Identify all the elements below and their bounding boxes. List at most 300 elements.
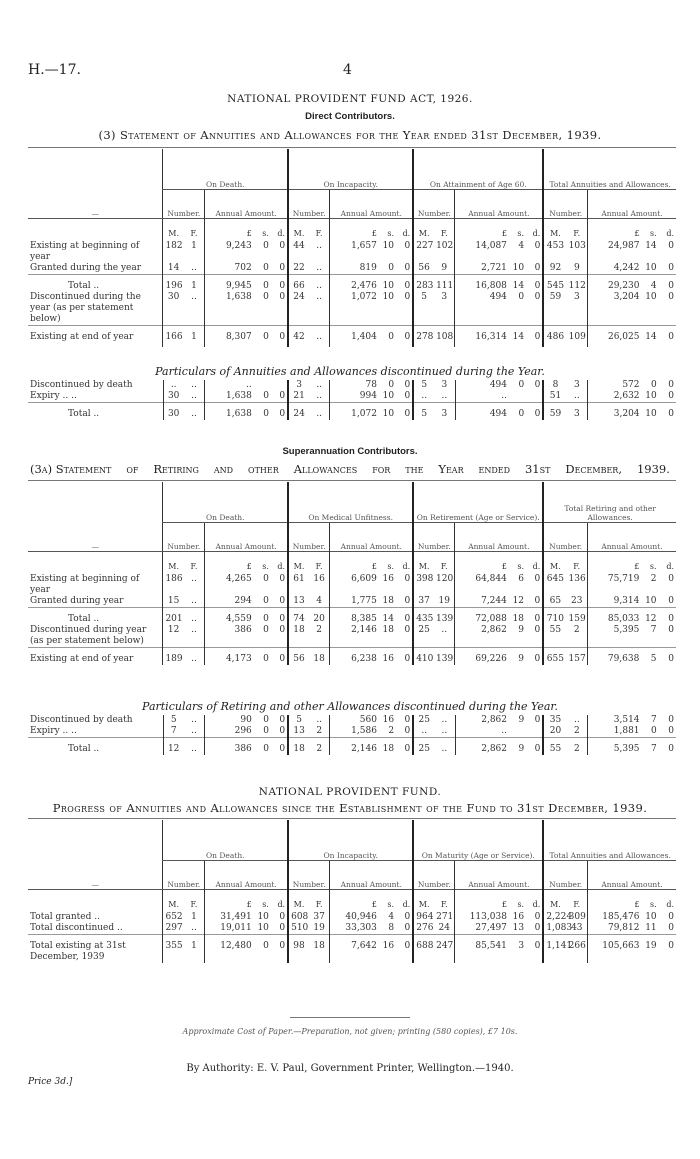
- table-cell: 18: [288, 625, 309, 648]
- table-cell: 0: [263, 292, 269, 302]
- table-cell: 398: [413, 572, 434, 596]
- table-cell: 14: [509, 326, 526, 344]
- table-cell: 964: [413, 910, 434, 923]
- table-cell: 108: [434, 326, 455, 344]
- table-cell: 3,514: [588, 715, 642, 726]
- page-reference: H.—17.: [28, 62, 81, 78]
- unit-label: £: [205, 219, 254, 240]
- table-row: [28, 715, 676, 726]
- table-cell: 2,224: [543, 910, 566, 923]
- table-cell: 9,243: [205, 239, 254, 263]
- table-cell: ..: [455, 391, 509, 403]
- table-cell: 0: [263, 715, 269, 725]
- table-cell: 4,559: [205, 608, 254, 626]
- table-cell: 0: [279, 715, 286, 725]
- table-cell: 3: [567, 403, 588, 421]
- table-cell: 0: [650, 726, 657, 736]
- table-cell: 20: [309, 608, 330, 626]
- group-header: On Attainment of Age 60.: [413, 149, 543, 190]
- table-cell: 0: [668, 391, 674, 401]
- table-cell: 355: [163, 935, 184, 964]
- table-cell: 0: [534, 625, 541, 635]
- unit-label: £: [587, 552, 641, 573]
- table-cell: 0: [534, 380, 541, 390]
- table-row: [28, 648, 676, 666]
- table-cell: 6: [518, 574, 525, 584]
- table-cell: 2,862: [455, 715, 509, 726]
- unit-label: F.: [434, 890, 455, 911]
- table-cell: 2,476: [330, 275, 379, 293]
- table-cell: 15: [163, 596, 184, 608]
- table-cell: 9: [518, 715, 525, 725]
- table-cell: 0: [526, 648, 543, 666]
- table-cell: 5,395: [588, 738, 642, 756]
- table-cell: 103: [568, 241, 586, 251]
- table-cell: 0: [263, 391, 269, 401]
- table-cell: 494: [455, 380, 509, 391]
- row-label: Total ..: [28, 275, 163, 293]
- amount-header: Annual Amount.: [205, 861, 288, 890]
- unit-label: M.: [163, 552, 184, 573]
- table-cell: 7: [163, 726, 184, 738]
- table-cell: 0: [404, 574, 411, 584]
- unit-label: d.: [659, 890, 676, 911]
- table-cell: 1,638: [205, 391, 254, 403]
- table-cell: 309: [568, 912, 586, 922]
- table-cell: 11: [645, 923, 657, 933]
- number-header: Number.: [543, 523, 587, 552]
- particulars-heading-2: Particulars of Retiring and other Allowances discontinued during the Year.: [142, 700, 558, 713]
- table-cell: 37: [413, 596, 434, 608]
- table-cell: ..: [184, 738, 205, 756]
- unit-label: F.: [434, 552, 455, 573]
- table-cell: 5: [641, 648, 658, 666]
- table-cell: 0: [263, 263, 269, 273]
- table-cell: 655: [543, 648, 566, 666]
- table-cell: 189: [163, 648, 184, 666]
- table-cell: 0: [404, 912, 411, 922]
- amount-header: Annual Amount.: [205, 523, 288, 552]
- row-label: Existing at beginning of year: [30, 574, 140, 595]
- stub-header: —: [28, 149, 163, 219]
- table-cell: 0: [404, 923, 411, 933]
- table-cell: 0: [534, 241, 541, 251]
- table-cell: 0: [659, 608, 676, 626]
- table-cell: 0: [396, 738, 413, 756]
- table-cell: 19: [313, 923, 325, 933]
- row-label: Total granted ..: [30, 912, 100, 922]
- table-cell: 35: [543, 715, 566, 726]
- table-row: [28, 572, 676, 596]
- amount-header: Annual Amount.: [330, 861, 413, 890]
- table-cell: 1,404: [330, 326, 379, 344]
- price-note: Price 3d.]: [28, 1077, 73, 1087]
- table-cell: 0: [388, 263, 395, 273]
- table-cell: 16: [379, 648, 396, 666]
- table-cell: 494: [455, 403, 509, 421]
- table-cell: 5: [163, 715, 184, 726]
- table-cell: 0: [668, 241, 674, 251]
- table-cell: ..: [434, 738, 455, 756]
- table-cell: 37: [313, 912, 325, 922]
- table-cell: 0: [659, 648, 676, 666]
- table-cell: 0: [263, 241, 269, 251]
- unit-label: M.: [413, 552, 434, 573]
- unit-label: M.: [288, 219, 309, 240]
- statement-word: Retiring: [153, 462, 199, 476]
- table-cell: 0: [526, 326, 543, 344]
- table-cell: 3: [434, 403, 455, 421]
- table-cell: 494: [455, 292, 509, 326]
- group-header: On Death.: [163, 820, 288, 861]
- table-cell: 24: [288, 292, 309, 326]
- table-cell: 1,657: [330, 239, 379, 263]
- unit-label: M.: [543, 552, 566, 573]
- table-cell: 10: [382, 292, 395, 302]
- table-cell: 59: [543, 403, 566, 421]
- table-cell: 9,314: [587, 596, 641, 608]
- table-cell: 1: [184, 935, 205, 964]
- table-cell: 4: [316, 596, 322, 606]
- table-cell: 29,230: [587, 275, 641, 293]
- statement-word: and: [213, 462, 234, 476]
- table-cell: 59: [543, 292, 566, 326]
- table-cell: 65: [543, 596, 566, 608]
- amount-header: Annual Amount.: [587, 190, 676, 219]
- table-cell: 6,238: [330, 648, 379, 666]
- table-cell: ..: [191, 574, 197, 584]
- group-header: On Incapacity.: [288, 149, 413, 190]
- table-cell: 0: [526, 608, 543, 626]
- table-cell: 18: [382, 625, 394, 635]
- unit-label: s.: [379, 890, 396, 911]
- table-cell: 0: [279, 292, 286, 302]
- table-cell: 14,087: [455, 239, 509, 263]
- unit-label: £: [330, 890, 379, 911]
- table-cell: 0: [254, 403, 271, 421]
- unit-label: £: [455, 552, 509, 573]
- table-cell: 2: [650, 574, 657, 584]
- table-cell: 12: [163, 625, 184, 648]
- table-cell: 10: [382, 241, 395, 251]
- table-cell: 608: [288, 910, 309, 923]
- table-cell: 18: [509, 608, 526, 626]
- table-cell: 2: [316, 625, 322, 635]
- table-cell: ..: [573, 715, 580, 725]
- table-cell: 5,395: [587, 625, 641, 648]
- cost-of-paper-note: Approximate Cost of Paper.—Preparation, not given; printing (580 copies), £7 10s.: [182, 1027, 518, 1036]
- table-cell: ..: [316, 292, 322, 302]
- table-cell: 13: [288, 596, 309, 608]
- table-cell: 10: [257, 912, 269, 922]
- table-cell: 92: [543, 263, 566, 275]
- table-cell: 0: [534, 596, 541, 606]
- amount-header: Annual Amount.: [455, 523, 543, 552]
- table-cell: 0: [534, 263, 541, 273]
- table-cell: 139: [434, 648, 455, 666]
- table-row: [28, 726, 676, 738]
- table-cell: 55: [543, 625, 566, 648]
- unit-label: d.: [659, 552, 676, 573]
- table-cell: 14: [379, 608, 396, 626]
- table-cell: ..: [191, 380, 197, 390]
- table-cell: 42: [288, 326, 309, 344]
- unit-label: d.: [271, 552, 288, 573]
- table-cell: 2,721: [455, 263, 509, 275]
- amount-header: Annual Amount.: [455, 861, 543, 890]
- table-cell: 24: [288, 403, 309, 421]
- unit-label: d.: [271, 219, 288, 240]
- table-cell: 4,242: [587, 263, 641, 275]
- group-header: On Incapacity.: [288, 820, 413, 861]
- table-cell: 0: [534, 292, 541, 302]
- section2-rule: [28, 480, 676, 481]
- unit-label: £: [455, 219, 509, 240]
- table-cell: 0: [668, 912, 674, 922]
- row-label: Existing at end of year: [28, 648, 163, 666]
- table-cell: 18: [379, 738, 396, 756]
- table-cell: ..: [316, 715, 323, 725]
- table-cell: 12: [163, 738, 184, 756]
- table-cell: 139: [434, 608, 455, 626]
- table-cell: 90: [205, 715, 254, 726]
- unit-label: M.: [288, 890, 309, 911]
- table-cell: 75,719: [587, 572, 641, 596]
- stub-header: —: [28, 482, 163, 552]
- table-cell: 283: [413, 275, 434, 293]
- unit-label: M.: [413, 219, 434, 240]
- table-row: [28, 923, 676, 935]
- table-cell: 74: [288, 608, 309, 626]
- table-cell: 0: [279, 625, 286, 635]
- table-cell: 1: [184, 275, 205, 293]
- table-cell: 14: [509, 275, 526, 293]
- table-cell: 10: [382, 391, 395, 401]
- table-cell: 12: [512, 596, 525, 606]
- table-cell: 0: [518, 292, 525, 302]
- table-cell: ..: [309, 275, 330, 293]
- table-cell: 7,244: [455, 596, 509, 608]
- table-cell: 9: [509, 738, 526, 756]
- table-cell: 10: [645, 596, 657, 606]
- table-cell: 196: [163, 275, 184, 293]
- table-cell: 1,881: [588, 726, 642, 738]
- table-cell: 18: [382, 596, 394, 606]
- group-header: On Maturity (Age or Service).: [413, 820, 543, 861]
- table-cell: 0: [396, 935, 413, 964]
- table-cell: 136: [568, 574, 586, 584]
- amount-header: Annual Amount.: [587, 523, 676, 552]
- table-cell: 27,497: [455, 923, 509, 935]
- table-cell: 2,862: [455, 738, 509, 756]
- table-cell: 0: [650, 380, 657, 390]
- table-cell: 0: [279, 391, 286, 401]
- row-label: Discontinued during year (as per statement below): [30, 625, 147, 646]
- table-cell: 111: [434, 275, 455, 293]
- table-cell: 105,663: [587, 935, 641, 964]
- row-label: Total discontinued ..: [30, 923, 123, 933]
- table-cell: 0: [396, 608, 413, 626]
- unit-label: £: [330, 552, 379, 573]
- table-cell: ..: [191, 263, 197, 273]
- table-cell: 64,844: [455, 572, 509, 596]
- table-cell: 0: [509, 403, 526, 421]
- number-header: Number.: [413, 523, 455, 552]
- table-cell: 0: [279, 726, 286, 736]
- table-cell: 2,146: [330, 625, 379, 648]
- table-cell: [509, 391, 526, 403]
- table-cell: 0: [388, 380, 395, 390]
- row-label: Granted during the year: [30, 263, 142, 273]
- unit-label: s.: [509, 552, 526, 573]
- table-cell: 0: [396, 275, 413, 293]
- table-cell: 819: [330, 263, 379, 275]
- number-header: Number.: [543, 861, 587, 890]
- table-cell: 1: [191, 241, 197, 251]
- table-cell: 0: [271, 403, 288, 421]
- table-cell: ..: [309, 403, 330, 421]
- table-cell: 3: [441, 292, 448, 302]
- progress-statement-title: Progress of Annuities and Allowances since the Establishment of the Fund to 31st December, 1939.: [52, 801, 648, 815]
- table-cell: 78: [330, 380, 379, 391]
- unit-label: s.: [254, 219, 271, 240]
- table-cell: 16: [379, 935, 396, 964]
- table-cell: 0: [279, 912, 286, 922]
- table-cell: 0: [668, 923, 674, 933]
- table-cell: 0: [404, 596, 411, 606]
- table-cell: 688: [413, 935, 434, 964]
- table-cell: 16,314: [455, 326, 509, 344]
- table-cell: 13: [288, 726, 309, 738]
- table-cell: 386: [205, 625, 254, 648]
- table-cell: 19: [641, 935, 658, 964]
- statement-word: December,: [565, 462, 622, 476]
- table-cell: 0: [404, 391, 411, 401]
- table-cell: [271, 380, 288, 391]
- table-cell: 2,146: [330, 738, 379, 756]
- table-cell: ..: [191, 292, 197, 302]
- page-number: 4: [343, 62, 352, 78]
- table-cell: 44: [288, 239, 309, 263]
- statement-word: Year: [438, 462, 464, 476]
- table-cell: 30: [163, 403, 184, 421]
- unit-label: d.: [526, 552, 543, 573]
- table-cell: 0: [659, 738, 676, 756]
- table-cell: 0: [404, 726, 411, 736]
- table-cell: 1: [191, 912, 197, 922]
- footer-rule: [290, 1017, 410, 1018]
- table-cell: 435: [413, 608, 434, 626]
- table-cell: 3,204: [587, 292, 641, 326]
- unit-label: s.: [254, 890, 271, 911]
- table-cell: 5: [413, 403, 434, 421]
- table-cell: 0: [404, 380, 411, 390]
- direct-contributors-table: [28, 149, 676, 347]
- unit-label: M.: [163, 219, 184, 240]
- particulars-heading-1: Particulars of Annuities and Allowances discontinued during the Year.: [155, 365, 545, 378]
- unit-label: s.: [379, 219, 396, 240]
- table-cell: 5: [413, 292, 434, 326]
- table-cell: 0: [526, 738, 543, 756]
- unit-label: s.: [509, 219, 526, 240]
- table-cell: 55: [543, 738, 566, 756]
- table-cell: 0: [254, 275, 271, 293]
- unit-label: £: [587, 219, 641, 240]
- table-cell: 227: [413, 239, 434, 263]
- unit-label: s.: [379, 552, 396, 573]
- table-cell: 9,945: [205, 275, 254, 293]
- table-cell: 510: [288, 923, 309, 935]
- unit-label: F.: [567, 219, 588, 240]
- table-cell: 157: [567, 648, 588, 666]
- table-cell: 2,632: [588, 391, 642, 403]
- table-cell: 9: [509, 648, 526, 666]
- table-cell: 14: [641, 326, 658, 344]
- table-cell: 0: [379, 326, 396, 344]
- table-cell: 186: [163, 572, 184, 596]
- table-cell: ..: [309, 326, 330, 344]
- table-row: [28, 403, 676, 421]
- table-cell: 247: [434, 935, 455, 964]
- unit-label: d.: [396, 890, 413, 911]
- table-cell: 16,808: [455, 275, 509, 293]
- group-header: Total Annuities and Allowances.: [543, 820, 676, 861]
- table-cell: 10: [379, 275, 396, 293]
- table-cell: 4,173: [205, 648, 254, 666]
- row-label: Discontinued by death: [30, 380, 133, 390]
- statement-word: ended: [478, 462, 511, 476]
- table-cell: 14: [163, 263, 184, 275]
- table-row: [28, 263, 676, 275]
- table-cell: 0: [659, 326, 676, 344]
- statement-word: the: [405, 462, 424, 476]
- table-cell: 0: [263, 726, 269, 736]
- amount-header: Annual Amount.: [330, 190, 413, 219]
- row-label: Expiry .. ..: [30, 726, 77, 736]
- table-cell: 0: [263, 596, 269, 606]
- table-cell: 710: [543, 608, 566, 626]
- group-header: On Death.: [163, 149, 288, 190]
- table-cell: 0: [659, 275, 676, 293]
- table-cell: 0: [279, 923, 286, 933]
- table-cell: 0: [526, 403, 543, 421]
- table-cell: 69,226: [455, 648, 509, 666]
- table-cell: 0: [396, 326, 413, 344]
- table-cell: 113,038: [455, 910, 509, 923]
- table-cell: ..: [191, 726, 197, 736]
- table-cell: 18: [288, 738, 309, 756]
- table-cell: 0: [404, 263, 411, 273]
- table-cell: 18: [309, 935, 330, 964]
- table-cell: 112: [567, 275, 588, 293]
- table-cell: 0: [254, 738, 271, 756]
- table-cell: 3: [288, 380, 309, 391]
- group-header: On Medical Unfitness.: [288, 482, 413, 523]
- table-cell: 18: [309, 648, 330, 666]
- direct-contributors-heading: Direct Contributors.: [305, 111, 395, 122]
- unit-label: d.: [659, 219, 676, 240]
- number-header: Number.: [288, 523, 330, 552]
- unit-label: s.: [254, 552, 271, 573]
- table-cell: 0: [404, 625, 411, 635]
- table-cell: ..: [441, 726, 448, 736]
- table-cell: 0: [518, 380, 525, 390]
- progress-table: [28, 820, 676, 963]
- table-row: [28, 608, 676, 626]
- table-row: [28, 625, 676, 648]
- table-cell: ..: [573, 391, 580, 401]
- table-cell: 0: [271, 608, 288, 626]
